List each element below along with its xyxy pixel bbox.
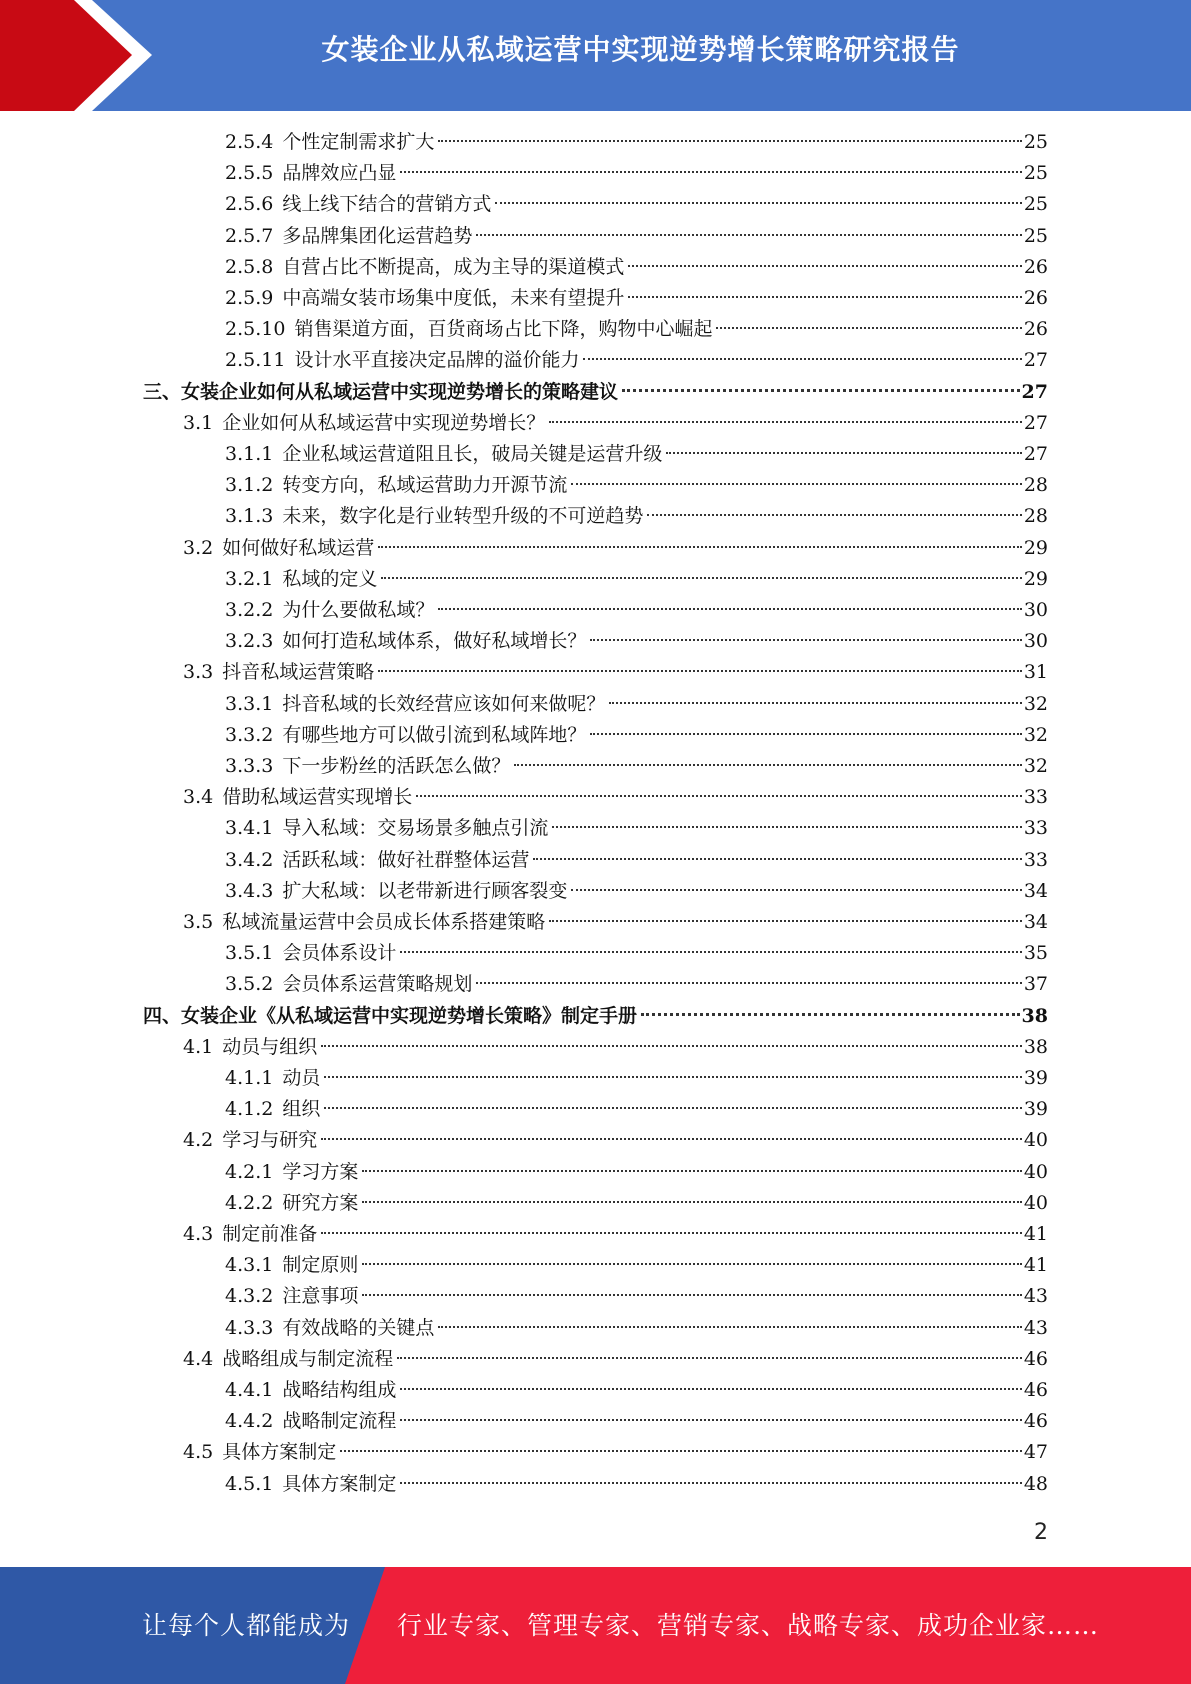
toc-entry-number: 2.5.10 <box>225 318 286 341</box>
toc-entry-page: 34 <box>1023 879 1048 902</box>
toc-entry-number: 3.2 <box>183 536 214 559</box>
toc-entry[interactable] <box>183 907 1048 938</box>
toc-entry-title: 企业私域运营道阻且长，破局关键是运营升级 <box>282 443 663 465</box>
toc-dot-leader <box>571 889 1021 891</box>
toc-dot-leader <box>400 1388 1021 1390</box>
toc-entry-title: 扩大私域：以老带新进行顾客裂变 <box>282 879 568 902</box>
toc-entry[interactable] <box>225 252 1048 283</box>
toc-entry-number: 3.2.1 <box>225 567 274 590</box>
toc-dot-leader <box>400 951 1021 953</box>
document-title: 女装企业从私域运营中实现逆势增长策略研究报告 <box>321 33 960 66</box>
toc-entry[interactable] <box>183 533 1048 564</box>
toc-entry-page: 39 <box>1023 1098 1048 1121</box>
toc-dot-leader <box>609 702 1021 704</box>
toc-entry[interactable] <box>225 314 1048 345</box>
toc-dot-leader <box>340 1450 1022 1452</box>
toc-dot-leader <box>590 639 1021 641</box>
toc-dot-leader <box>416 795 1022 797</box>
toc-entry-number: 3.4.1 <box>225 817 274 840</box>
toc-entry-number: 4.3 <box>183 1223 214 1245</box>
toc-entry-title: 战略组成与制定流程 <box>222 1347 394 1370</box>
toc-entry[interactable] <box>183 1032 1048 1063</box>
toc-dot-leader <box>549 920 1022 922</box>
page-header <box>0 0 1191 111</box>
toc-dot-leader <box>324 1107 1021 1109</box>
toc-entry-page: 32 <box>1023 755 1048 777</box>
toc-entry-title: 销售渠道方面，百货商场占比下降，购物中心崛起 <box>294 318 713 341</box>
toc-entry-number: 4.2.1 <box>225 1160 274 1183</box>
toc-entry[interactable] <box>225 938 1048 969</box>
toc-entry-number: 3.3.2 <box>225 723 274 746</box>
toc-entry-number: 4.1.1 <box>225 1067 274 1089</box>
toc-dot-leader <box>476 234 1021 236</box>
toc-dot-leader <box>590 733 1021 735</box>
toc-entry-page: 34 <box>1023 911 1048 933</box>
toc-entry-title: 多品牌集团化运营趋势 <box>282 224 473 247</box>
toc-entry-page: 40 <box>1023 1191 1048 1214</box>
toc-entry[interactable] <box>225 1188 1048 1219</box>
toc-entry[interactable] <box>225 626 1048 657</box>
toc-entry-title: 四、女装企业《从私域运营中实现逆势增长策略》制定手册 <box>143 1004 638 1027</box>
toc-entry-number: 4.3.2 <box>225 1285 274 1308</box>
toc-dot-leader <box>400 1419 1021 1421</box>
toc-dot-leader <box>381 577 1021 579</box>
toc-dot-leader <box>321 1138 1022 1140</box>
toc-dot-leader <box>495 202 1021 204</box>
toc-entry-number: 4.5 <box>183 1441 214 1464</box>
toc-entry-title: 转变方向，私域运营助力开源节流 <box>282 474 568 497</box>
toc-entry-number: 2.5.5 <box>225 162 274 185</box>
toc-dot-leader <box>438 1326 1021 1328</box>
toc-dot-leader <box>438 608 1021 610</box>
toc-entry-page: 26 <box>1023 318 1048 341</box>
toc-entry-number: 3.1 <box>183 411 214 434</box>
toc-entry-title: 战略制定流程 <box>282 1410 397 1433</box>
toc-entry[interactable] <box>225 127 1048 158</box>
toc-entry-title: 如何做好私域运营 <box>222 536 375 559</box>
toc-entry-number: 4.1 <box>183 1035 214 1058</box>
toc-entry-page: 27 <box>1021 380 1048 403</box>
toc-entry[interactable] <box>225 283 1048 314</box>
toc-entry[interactable] <box>183 1219 1048 1250</box>
toc-entry-page: 27 <box>1023 443 1048 465</box>
toc-entry[interactable] <box>225 501 1048 532</box>
toc-entry[interactable] <box>225 221 1048 252</box>
toc-entry-number: 4.3.3 <box>225 1316 274 1339</box>
toc-entry-number: 4.4 <box>183 1347 214 1370</box>
toc-dot-leader <box>476 982 1021 984</box>
toc-entry-page: 46 <box>1023 1347 1048 1370</box>
toc-entry-page: 30 <box>1023 599 1048 621</box>
toc-dot-leader <box>321 1045 1022 1047</box>
toc-dot-leader <box>362 1201 1021 1203</box>
toc-entry-page: 41 <box>1023 1254 1048 1277</box>
toc-entry-number: 4.3.1 <box>225 1254 274 1277</box>
toc-entry-page: 27 <box>1023 411 1048 434</box>
toc-entry-page: 48 <box>1023 1472 1048 1495</box>
toc-entry-title: 动员 <box>282 1067 321 1089</box>
toc-dot-leader <box>378 670 1022 672</box>
toc-entry[interactable] <box>225 1313 1048 1344</box>
toc-entry[interactable] <box>225 439 1048 470</box>
toc-entry[interactable] <box>225 1250 1048 1281</box>
toc-dot-leader <box>622 389 1020 392</box>
toc-entry[interactable] <box>183 1125 1048 1156</box>
toc-entry-page: 27 <box>1023 349 1048 372</box>
toc-entry[interactable] <box>225 1406 1048 1437</box>
toc-entry-number: 2.5.9 <box>225 287 274 309</box>
toc-dot-leader <box>378 546 1022 548</box>
toc-entry-number: 4.4.2 <box>225 1410 274 1433</box>
toc-entry-title: 制定原则 <box>282 1254 359 1277</box>
toc-entry-title: 借助私域运营实现增长 <box>222 786 413 809</box>
toc-dot-leader <box>552 826 1021 828</box>
toc-entry-page: 38 <box>1021 1004 1048 1027</box>
toc-entry-title: 自营占比不断提高，成为主导的渠道模式 <box>282 255 625 278</box>
toc-entry-title: 会员体系设计 <box>282 942 397 965</box>
toc-entry-page: 29 <box>1023 536 1048 559</box>
toc-entry-page: 31 <box>1023 661 1048 684</box>
toc-entry[interactable] <box>143 377 1048 408</box>
toc-entry-title: 动员与组织 <box>222 1035 318 1058</box>
toc-entry-page: 33 <box>1023 786 1048 809</box>
toc-entry[interactable] <box>183 1437 1048 1468</box>
toc-entry-page: 40 <box>1023 1160 1048 1183</box>
toc-entry-number: 4.4.1 <box>225 1379 274 1401</box>
toc-entry[interactable] <box>225 1281 1048 1312</box>
toc-entry-title: 学习与研究 <box>222 1129 318 1152</box>
toc-entry-title: 私域的定义 <box>282 567 378 590</box>
toc-entry[interactable] <box>225 1063 1048 1094</box>
toc-entry-title: 学习方案 <box>282 1160 359 1183</box>
toc-entry-number: 3.5.1 <box>225 942 274 965</box>
footer-slogan-left: 让每个人都能成为 <box>142 1611 351 1640</box>
toc-entry-page: 25 <box>1023 193 1048 216</box>
toc-entry-number: 3.1.3 <box>225 505 274 528</box>
toc-dot-leader <box>549 421 1022 423</box>
toc-entry[interactable] <box>225 969 1048 1000</box>
toc-entry-title: 设计水平直接决定品牌的溢价能力 <box>294 349 580 372</box>
toc-entry-title: 未来，数字化是行业转型升级的不可逆趋势 <box>282 505 644 528</box>
toc-entry-title: 研究方案 <box>282 1191 359 1214</box>
toc-entry-title: 线上线下结合的营销方式 <box>282 193 492 216</box>
toc-entry[interactable] <box>225 751 1048 782</box>
toc-entry[interactable] <box>225 345 1048 376</box>
toc-entry-page: 47 <box>1023 1441 1048 1464</box>
toc-entry[interactable] <box>225 1157 1048 1188</box>
toc-dot-leader <box>400 171 1021 173</box>
toc-entry-page: 35 <box>1023 942 1048 965</box>
toc-entry-number: 3.1.1 <box>225 443 274 465</box>
toc-entry-number: 3.1.2 <box>225 474 274 497</box>
toc-entry-page: 33 <box>1023 848 1048 871</box>
toc-entry-page: 26 <box>1023 287 1048 309</box>
toc-entry-number: 2.5.4 <box>225 131 274 153</box>
toc-dot-leader <box>628 296 1021 298</box>
toc-dot-leader <box>647 514 1021 516</box>
toc-dot-leader <box>321 1232 1022 1234</box>
toc-entry-page: 40 <box>1023 1129 1048 1152</box>
toc-entry-number: 3.3.3 <box>225 755 274 777</box>
toc-entry[interactable] <box>225 564 1048 595</box>
toc-dot-leader <box>571 483 1021 485</box>
toc-entry-number: 4.2 <box>183 1129 214 1152</box>
toc-entry[interactable] <box>225 1375 1048 1406</box>
toc-entry-number: 3.2.3 <box>225 630 274 653</box>
toc-entry-number: 4.2.2 <box>225 1191 274 1214</box>
toc-entry-page: 39 <box>1023 1067 1048 1089</box>
toc-entry-title: 三、女装企业如何从私域运营中实现逆势增长的策略建议 <box>143 380 619 403</box>
toc-entry-page: 43 <box>1023 1285 1048 1308</box>
toc-dot-leader <box>324 1076 1021 1078</box>
toc-entry-title: 为什么要做私域？ <box>282 599 435 621</box>
toc-dot-leader <box>362 1263 1021 1265</box>
toc-entry-title: 具体方案制定 <box>222 1441 337 1464</box>
toc-entry[interactable] <box>225 595 1048 626</box>
toc-entry-page: 37 <box>1023 973 1048 996</box>
toc-entry-number: 3.5.2 <box>225 973 274 996</box>
toc-entry[interactable] <box>183 657 1048 688</box>
toc-entry-number: 3.4.2 <box>225 848 274 871</box>
toc-entry-number: 3.3.1 <box>225 692 274 715</box>
toc-entry-page: 46 <box>1023 1379 1048 1401</box>
toc-entry[interactable] <box>225 813 1048 844</box>
toc-entry-number: 3.3 <box>183 661 214 684</box>
toc-entry-number: 3.5 <box>183 911 214 933</box>
toc-entry-page: 25 <box>1023 131 1048 153</box>
toc-entry[interactable] <box>225 470 1048 501</box>
toc-entry-page: 26 <box>1023 255 1048 278</box>
toc-entry[interactable] <box>225 845 1048 876</box>
toc-entry-title: 具体方案制定 <box>282 1472 397 1495</box>
toc-entry-number: 3.4 <box>183 786 214 809</box>
toc-entry-title: 有哪些地方可以做引流到私域阵地？ <box>282 723 587 746</box>
toc-entry-number: 2.5.7 <box>225 224 274 247</box>
toc-entry-page: 38 <box>1023 1035 1048 1058</box>
toc-entry-title: 有效战略的关键点 <box>282 1316 435 1339</box>
toc-dot-leader <box>666 452 1021 454</box>
toc-entry-page: 32 <box>1023 692 1048 715</box>
toc-dot-leader <box>362 1170 1021 1172</box>
toc-dot-leader <box>583 358 1021 360</box>
toc-entry-title: 如何打造私域体系，做好私域增长？ <box>282 630 587 653</box>
toc-entry-title: 制定前准备 <box>222 1223 318 1245</box>
toc-entry-title: 战略结构组成 <box>282 1379 397 1401</box>
toc-entry-page: 28 <box>1023 474 1048 497</box>
toc-entry-title: 中高端女装市场集中度低，未来有望提升 <box>282 287 625 309</box>
toc-entry-title: 抖音私域运营策略 <box>222 661 375 684</box>
toc-dot-leader <box>641 1013 1020 1016</box>
toc-entry-page: 43 <box>1023 1316 1048 1339</box>
toc-dot-leader <box>514 764 1021 766</box>
toc-entry[interactable] <box>225 720 1048 751</box>
toc-entry[interactable] <box>225 158 1048 189</box>
toc-entry[interactable] <box>225 1469 1048 1500</box>
toc-entry-page: 25 <box>1023 224 1048 247</box>
toc-entry-title: 私域流量运营中会员成长体系搭建策略 <box>222 911 546 933</box>
toc-dot-leader <box>438 140 1021 142</box>
toc-entry-number: 4.5.1 <box>225 1472 274 1495</box>
toc-dot-leader <box>400 1482 1021 1484</box>
toc-entry-page: 46 <box>1023 1410 1048 1433</box>
toc-dot-leader <box>397 1357 1022 1359</box>
toc-entry[interactable] <box>183 782 1048 813</box>
toc-entry-page: 29 <box>1023 567 1048 590</box>
toc-entry[interactable] <box>225 189 1048 220</box>
toc-entry[interactable] <box>143 1001 1048 1032</box>
toc-entry-page: 30 <box>1023 630 1048 653</box>
toc-entry-title: 注意事项 <box>282 1285 359 1308</box>
toc-entry-title: 会员体系运营策略规划 <box>282 973 473 996</box>
toc-entry-title: 个性定制需求扩大 <box>282 131 435 153</box>
toc-entry-number: 2.5.8 <box>225 255 274 278</box>
toc-entry[interactable] <box>183 408 1048 439</box>
page-number: 2 <box>1034 1520 1048 1545</box>
toc-entry-title: 下一步粉丝的活跃怎么做？ <box>282 755 511 777</box>
toc-entry-page: 28 <box>1023 505 1048 528</box>
toc-entry-title: 活跃私域：做好社群整体运营 <box>282 848 530 871</box>
toc-entry-title: 品牌效应凸显 <box>282 162 397 185</box>
toc-entry-title: 组织 <box>282 1098 321 1121</box>
footer-slogan-right: 行业专家、管理专家、营销专家、战略专家、成功企业家…… <box>397 1611 1100 1640</box>
toc-entry-number: 3.4.3 <box>225 879 274 902</box>
toc-entry-page: 25 <box>1023 162 1048 185</box>
toc-entry-number: 3.2.2 <box>225 599 274 621</box>
toc-entry[interactable] <box>225 1094 1048 1125</box>
toc-entry[interactable] <box>183 1344 1048 1375</box>
toc-entry-number: 2.5.11 <box>225 349 286 372</box>
toc-entry[interactable] <box>225 689 1048 720</box>
toc-entry-title: 企业如何从私域运营中实现逆势增长？ <box>222 411 546 434</box>
toc-entry-page: 32 <box>1023 723 1048 746</box>
toc-dot-leader <box>628 265 1021 267</box>
toc-entry-number: 4.1.2 <box>225 1098 274 1121</box>
toc-entry-title: 导入私域：交易场景多触点引流 <box>282 817 549 840</box>
toc-entry-number: 2.5.6 <box>225 193 274 216</box>
toc-entry-page: 33 <box>1023 817 1048 840</box>
toc-entry[interactable] <box>225 876 1048 907</box>
toc-dot-leader <box>716 327 1021 329</box>
toc-entry-title: 抖音私域的长效经营应该如何来做呢？ <box>282 692 606 715</box>
toc-entry-page: 41 <box>1023 1223 1048 1245</box>
page-footer <box>0 1567 1191 1684</box>
toc-dot-leader <box>362 1294 1021 1296</box>
toc-dot-leader <box>533 858 1021 860</box>
